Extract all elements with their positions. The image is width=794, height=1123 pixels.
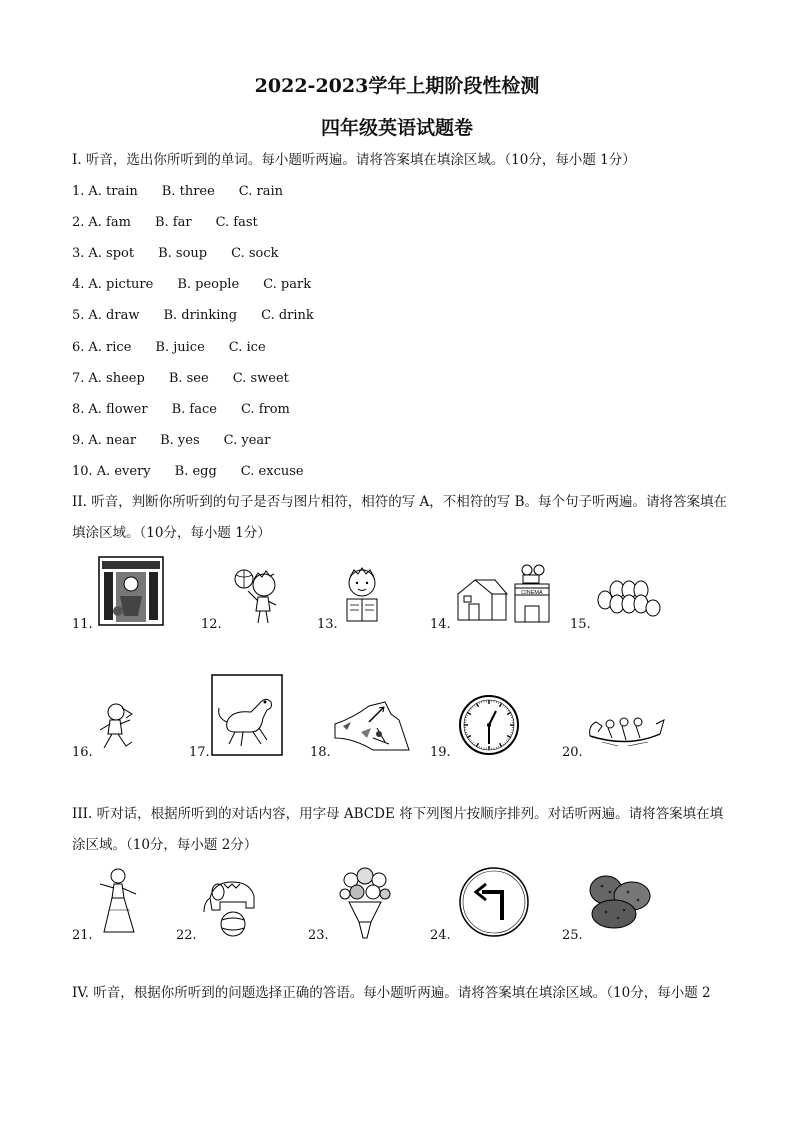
exam-title: 2022-2023学年上期阶段性检测	[254, 75, 540, 97]
question-number: 10.	[72, 464, 93, 479]
option-a: A. near	[88, 433, 137, 448]
option-b: B. see	[168, 371, 209, 386]
question-1	[72, 182, 283, 202]
option-a: A. draw	[88, 308, 140, 323]
dancing-woman-image	[96, 866, 140, 936]
q25-number: 25.	[562, 928, 583, 943]
circus-elephant-image	[200, 872, 266, 938]
q11-number: 11.	[72, 617, 93, 632]
q23-number: 23.	[308, 928, 329, 943]
q21-number: 21.	[72, 928, 93, 943]
option-b: B. egg	[174, 464, 217, 479]
option-c: C. year	[223, 433, 271, 448]
climbing-image	[333, 698, 413, 754]
option-a: A. flower	[88, 402, 148, 417]
part1-instruction: I. 听音，选出你所听到的单词。每小题听两遍。请将答案填在填涂区域。（10分，每小题 1分）	[72, 152, 636, 168]
girl-running-image	[98, 702, 138, 754]
door-couplets-image	[98, 556, 164, 626]
q19-number: 19.	[430, 745, 451, 760]
question-number: 9.	[72, 433, 85, 448]
clock-image	[458, 694, 520, 756]
house-cinema-image	[455, 560, 553, 626]
option-b: B. three	[161, 184, 215, 199]
option-a: A. every	[96, 464, 151, 479]
q12-number: 12.	[201, 617, 222, 632]
question-8	[72, 400, 290, 420]
q18-number: 18.	[310, 745, 331, 760]
option-a: A. spot	[88, 246, 135, 261]
q14-number: 14.	[430, 617, 451, 632]
option-a: A. rice	[88, 340, 132, 355]
question-number: 2.	[72, 215, 85, 230]
question-5	[72, 306, 314, 326]
option-b: B. drinking	[163, 308, 238, 323]
question-number: 4.	[72, 277, 85, 292]
question-7	[72, 369, 289, 389]
eggs-image	[595, 578, 661, 618]
option-b: B. face	[171, 402, 217, 417]
question-6	[72, 338, 266, 358]
part2-instruction: II. 听音，判断你所听到的句子是否与图片相符，相符的写 A，不相符的写 B。每个句子听两遍。请将答案填在填涂区域。（10分，每小题 1分）	[72, 494, 727, 541]
horse-image	[211, 674, 283, 756]
exam-subtitle: 四年级英语试题卷	[320, 117, 473, 139]
option-a: A. fam	[88, 215, 131, 230]
option-c: C. from	[240, 402, 290, 417]
option-c: C. park	[263, 277, 312, 292]
option-b: B. juice	[155, 340, 205, 355]
option-c: C. fast	[215, 215, 258, 230]
option-a: A. sheep	[88, 371, 145, 386]
option-c: C. rain	[238, 184, 284, 199]
dragon-boat-image	[588, 706, 666, 750]
question-10	[72, 462, 304, 482]
potatoes-image	[584, 870, 656, 932]
option-a: A. train	[88, 184, 138, 199]
boy-reading-image	[340, 565, 384, 625]
option-b: B. soup	[158, 246, 208, 261]
q24-number: 24.	[430, 928, 451, 943]
option-c: C. ice	[228, 340, 266, 355]
q15-number: 15.	[570, 617, 591, 632]
option-b: B. far	[154, 215, 192, 230]
question-9	[72, 431, 270, 451]
option-a: A. picture	[88, 277, 154, 292]
option-c: C. sweet	[232, 371, 289, 386]
q20-number: 20.	[562, 745, 583, 760]
question-4	[72, 275, 311, 295]
turn-left-sign-image	[458, 866, 530, 938]
flower-bouquet-image	[335, 866, 395, 940]
part4-instruction: IV. 听音，根据你所听到的问题选择正确的答语。每小题听两遍。请将答案填在填涂区域。（10分，每小题 2	[72, 985, 711, 1001]
q17-number: 17.	[189, 745, 210, 760]
q22-number: 22.	[176, 928, 197, 943]
boy-ball-image	[232, 565, 284, 627]
question-number: 1.	[72, 184, 85, 199]
cinema-sign-text: CINEMA	[521, 590, 543, 596]
q13-number: 13.	[317, 617, 338, 632]
part3-instruction: III. 听对话，根据所听到的对话内容，用字母 ABCDE 将下列图片按顺序排列。对话听两遍。请将答案填在填涂区域。（10分，每小题 2分）	[72, 806, 724, 853]
option-c: C. drink	[261, 308, 314, 323]
option-b: B. yes	[160, 433, 200, 448]
question-3	[72, 244, 279, 264]
question-number: 6.	[72, 340, 85, 355]
option-b: B. people	[177, 277, 240, 292]
question-number: 3.	[72, 246, 85, 261]
q16-number: 16.	[72, 745, 93, 760]
question-2	[72, 213, 258, 233]
question-number: 7.	[72, 371, 85, 386]
question-number: 5.	[72, 308, 85, 323]
option-c: C. excuse	[240, 464, 304, 479]
question-number: 8.	[72, 402, 85, 417]
option-c: C. sock	[231, 246, 279, 261]
